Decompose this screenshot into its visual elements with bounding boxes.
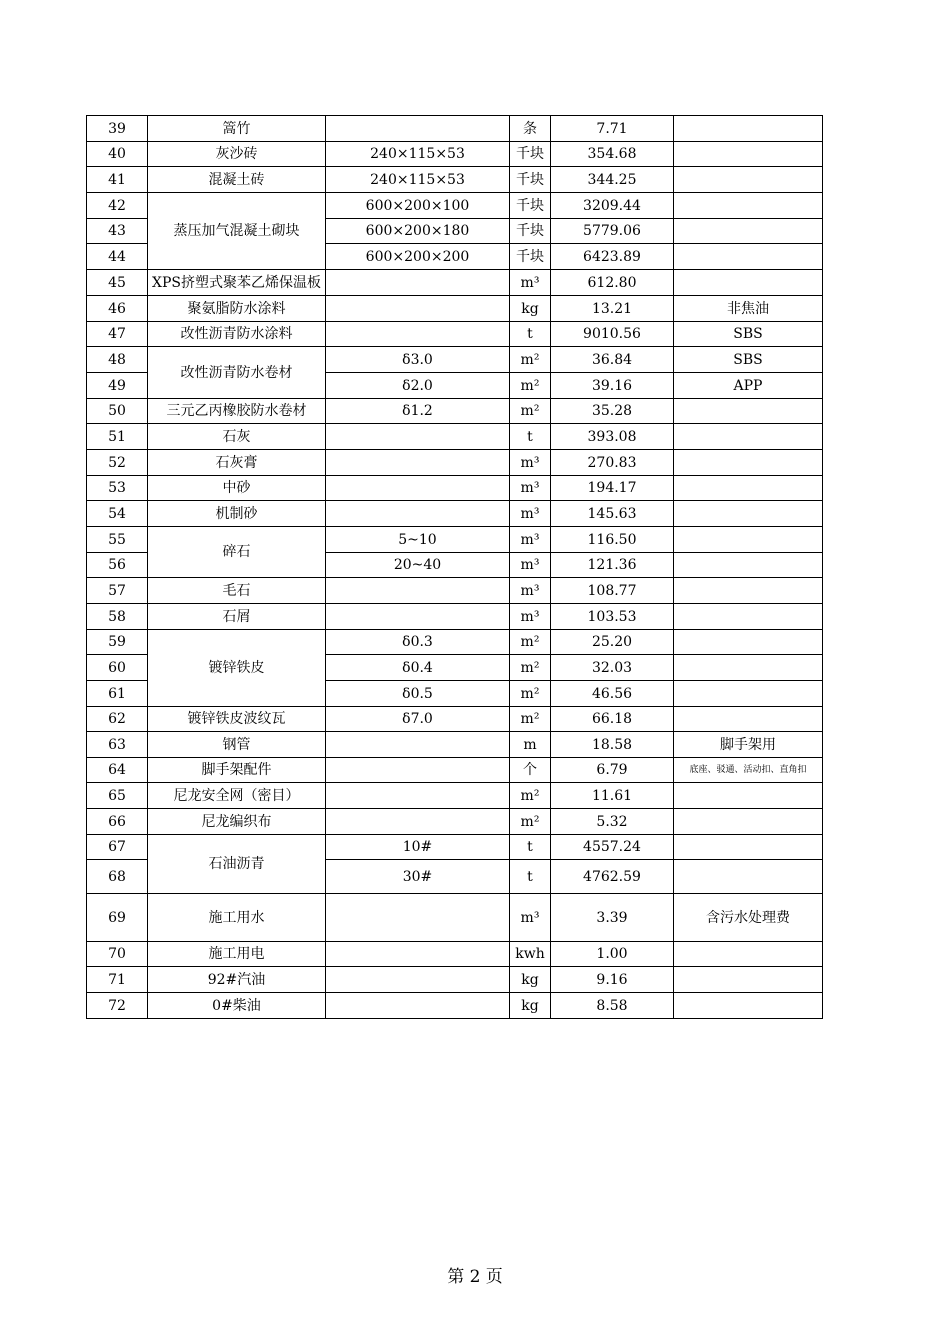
material-name-cell: 尼龙安全网（密目） [148, 783, 326, 809]
price-cell: 35.28 [551, 399, 674, 424]
unit-cell: m³ [510, 450, 551, 476]
spec-cell: 600×200×180 [326, 219, 510, 244]
price-cell: 5.32 [551, 809, 674, 835]
unit-cell: m² [510, 630, 551, 655]
material-name-cell: 毛石 [148, 578, 326, 604]
table-row [87, 993, 823, 1019]
spec-cell [326, 476, 510, 501]
material-price-table [86, 115, 823, 1019]
row-number-cell: 43 [87, 219, 148, 244]
table-row [87, 501, 823, 527]
unit-cell: kg [510, 967, 551, 993]
note-cell: 非焦油 [674, 296, 823, 322]
table-row [87, 835, 823, 860]
price-cell: 4557.24 [551, 835, 674, 860]
spec-cell [326, 732, 510, 758]
row-number-cell: 57 [87, 578, 148, 604]
row-number-cell: 71 [87, 967, 148, 993]
material-name-cell: 混凝土砖 [148, 167, 326, 193]
unit-cell: m² [510, 399, 551, 424]
table-row [87, 193, 823, 219]
note-cell [674, 942, 823, 967]
material-name-cell: 蒸压加气混凝土砌块 [148, 193, 326, 270]
row-number-cell: 69 [87, 894, 148, 942]
table-row [87, 578, 823, 604]
material-name-cell: 脚手架配件 [148, 758, 326, 783]
table-row [87, 967, 823, 993]
material-name-cell: 石屑 [148, 604, 326, 630]
unit-cell: m³ [510, 578, 551, 604]
unit-cell: t [510, 860, 551, 894]
spec-cell [326, 424, 510, 450]
note-cell [674, 707, 823, 732]
table-row [87, 942, 823, 967]
note-cell [674, 142, 823, 167]
note-cell [674, 270, 823, 296]
unit-cell: m³ [510, 553, 551, 578]
unit-cell: kwh [510, 942, 551, 967]
note-cell [674, 993, 823, 1019]
row-number-cell: 56 [87, 553, 148, 578]
row-number-cell: 45 [87, 270, 148, 296]
price-cell: 13.21 [551, 296, 674, 322]
spec-cell [326, 450, 510, 476]
table-row [87, 758, 823, 783]
price-cell: 39.16 [551, 373, 674, 399]
table-row [87, 783, 823, 809]
note-cell [674, 193, 823, 219]
row-number-cell: 51 [87, 424, 148, 450]
material-name-cell: 石油沥青 [148, 835, 326, 894]
unit-cell: m² [510, 373, 551, 399]
material-name-cell: 钢管 [148, 732, 326, 758]
price-cell: 4762.59 [551, 860, 674, 894]
price-cell: 9.16 [551, 967, 674, 993]
spec-cell [326, 296, 510, 322]
spec-cell: δ0.4 [326, 655, 510, 681]
row-number-cell: 53 [87, 476, 148, 501]
unit-cell: 千块 [510, 167, 551, 193]
unit-cell: 条 [510, 116, 551, 142]
material-name-cell: 聚氨脂防水涂料 [148, 296, 326, 322]
material-name-cell: 施工用水 [148, 894, 326, 942]
note-cell: SBS [674, 322, 823, 347]
spec-cell: 5~10 [326, 527, 510, 553]
table-row [87, 732, 823, 758]
note-cell [674, 809, 823, 835]
note-cell [674, 655, 823, 681]
material-name-cell: XPS挤塑式聚苯乙烯保温板 [148, 270, 326, 296]
unit-cell: 个 [510, 758, 551, 783]
row-number-cell: 65 [87, 783, 148, 809]
unit-cell: m³ [510, 476, 551, 501]
spec-cell: 30# [326, 860, 510, 894]
material-name-cell: 施工用电 [148, 942, 326, 967]
note-cell [674, 578, 823, 604]
row-number-cell: 40 [87, 142, 148, 167]
note-cell [674, 630, 823, 655]
material-name-cell: 机制砂 [148, 501, 326, 527]
price-cell: 36.84 [551, 347, 674, 373]
row-number-cell: 42 [87, 193, 148, 219]
note-cell [674, 681, 823, 707]
table-row [87, 270, 823, 296]
unit-cell: t [510, 424, 551, 450]
spec-cell [326, 501, 510, 527]
note-cell [674, 967, 823, 993]
price-cell: 3.39 [551, 894, 674, 942]
note-cell [674, 219, 823, 244]
table-row [87, 894, 823, 942]
spec-cell [326, 578, 510, 604]
note-cell [674, 450, 823, 476]
row-number-cell: 39 [87, 116, 148, 142]
price-cell: 3209.44 [551, 193, 674, 219]
spec-cell [326, 758, 510, 783]
unit-cell: m² [510, 347, 551, 373]
row-number-cell: 72 [87, 993, 148, 1019]
spec-cell: 10# [326, 835, 510, 860]
price-cell: 116.50 [551, 527, 674, 553]
unit-cell: kg [510, 993, 551, 1019]
note-cell [674, 783, 823, 809]
row-number-cell: 44 [87, 244, 148, 270]
price-cell: 393.08 [551, 424, 674, 450]
row-number-cell: 46 [87, 296, 148, 322]
material-name-cell: 0#柴油 [148, 993, 326, 1019]
table-row [87, 604, 823, 630]
note-cell: APP [674, 373, 823, 399]
note-cell [674, 527, 823, 553]
table-row [87, 707, 823, 732]
spec-cell [326, 322, 510, 347]
row-number-cell: 54 [87, 501, 148, 527]
row-number-cell: 55 [87, 527, 148, 553]
material-name-cell: 灰沙砖 [148, 142, 326, 167]
row-number-cell: 50 [87, 399, 148, 424]
note-cell [674, 604, 823, 630]
table-row [87, 809, 823, 835]
spec-cell [326, 942, 510, 967]
material-name-cell: 镀锌铁皮 [148, 630, 326, 707]
note-cell [674, 244, 823, 270]
price-cell: 11.61 [551, 783, 674, 809]
row-number-cell: 62 [87, 707, 148, 732]
row-number-cell: 49 [87, 373, 148, 399]
price-cell: 25.20 [551, 630, 674, 655]
unit-cell: m [510, 732, 551, 758]
price-cell: 18.58 [551, 732, 674, 758]
note-cell [674, 553, 823, 578]
price-cell: 612.80 [551, 270, 674, 296]
price-cell: 32.03 [551, 655, 674, 681]
unit-cell: m² [510, 783, 551, 809]
note-cell [674, 501, 823, 527]
material-name-cell: 篙竹 [148, 116, 326, 142]
note-cell: 含污水处理费 [674, 894, 823, 942]
spec-cell: δ2.0 [326, 373, 510, 399]
table-row [87, 527, 823, 553]
table-row [87, 296, 823, 322]
price-cell: 108.77 [551, 578, 674, 604]
price-cell: 5779.06 [551, 219, 674, 244]
spec-cell [326, 967, 510, 993]
unit-cell: m² [510, 655, 551, 681]
price-cell: 46.56 [551, 681, 674, 707]
note-cell: 脚手架用 [674, 732, 823, 758]
unit-cell: m² [510, 707, 551, 732]
table-row [87, 322, 823, 347]
note-cell [674, 167, 823, 193]
spec-cell [326, 993, 510, 1019]
price-cell: 145.63 [551, 501, 674, 527]
unit-cell: 千块 [510, 244, 551, 270]
table-row [87, 399, 823, 424]
spec-cell: δ0.3 [326, 630, 510, 655]
note-cell: 底座、驳通、活动扣、直角扣 [674, 758, 823, 783]
row-number-cell: 48 [87, 347, 148, 373]
spec-cell [326, 270, 510, 296]
unit-cell: kg [510, 296, 551, 322]
spec-cell [326, 604, 510, 630]
table-row [87, 424, 823, 450]
table-row [87, 450, 823, 476]
table-row [87, 142, 823, 167]
note-cell [674, 116, 823, 142]
row-number-cell: 67 [87, 835, 148, 860]
spec-cell: 240×115×53 [326, 167, 510, 193]
price-cell: 194.17 [551, 476, 674, 501]
page-number: 第 2 页 [447, 1267, 503, 1287]
table-row [87, 347, 823, 373]
row-number-cell: 60 [87, 655, 148, 681]
note-cell [674, 424, 823, 450]
row-number-cell: 70 [87, 942, 148, 967]
price-cell: 103.53 [551, 604, 674, 630]
price-cell: 7.71 [551, 116, 674, 142]
unit-cell: m² [510, 681, 551, 707]
unit-cell: 千块 [510, 142, 551, 167]
spec-cell [326, 809, 510, 835]
row-number-cell: 58 [87, 604, 148, 630]
row-number-cell: 47 [87, 322, 148, 347]
material-name-cell: 改性沥青防水卷材 [148, 347, 326, 399]
price-cell: 1.00 [551, 942, 674, 967]
table-row [87, 630, 823, 655]
note-cell [674, 860, 823, 894]
spec-cell [326, 783, 510, 809]
table-row [87, 116, 823, 142]
spec-cell [326, 894, 510, 942]
unit-cell: t [510, 835, 551, 860]
row-number-cell: 68 [87, 860, 148, 894]
row-number-cell: 64 [87, 758, 148, 783]
unit-cell: m³ [510, 527, 551, 553]
spec-cell: 600×200×200 [326, 244, 510, 270]
table-row [87, 476, 823, 501]
note-cell [674, 399, 823, 424]
note-cell: SBS [674, 347, 823, 373]
unit-cell: 千块 [510, 193, 551, 219]
material-name-cell: 镀锌铁皮波纹瓦 [148, 707, 326, 732]
spec-cell: 240×115×53 [326, 142, 510, 167]
unit-cell: m³ [510, 604, 551, 630]
price-cell: 270.83 [551, 450, 674, 476]
material-name-cell: 石灰 [148, 424, 326, 450]
price-cell: 66.18 [551, 707, 674, 732]
unit-cell: m³ [510, 894, 551, 942]
unit-cell: m³ [510, 501, 551, 527]
spec-cell: 20~40 [326, 553, 510, 578]
row-number-cell: 61 [87, 681, 148, 707]
row-number-cell: 41 [87, 167, 148, 193]
price-cell: 121.36 [551, 553, 674, 578]
spec-cell: δ1.2 [326, 399, 510, 424]
row-number-cell: 66 [87, 809, 148, 835]
material-name-cell: 92#汽油 [148, 967, 326, 993]
material-name-cell: 三元乙丙橡胶防水卷材 [148, 399, 326, 424]
row-number-cell: 52 [87, 450, 148, 476]
material-name-cell: 石灰膏 [148, 450, 326, 476]
material-name-cell: 碎石 [148, 527, 326, 578]
spec-cell: δ3.0 [326, 347, 510, 373]
note-cell [674, 835, 823, 860]
unit-cell: 千块 [510, 219, 551, 244]
unit-cell: m³ [510, 270, 551, 296]
price-cell: 354.68 [551, 142, 674, 167]
price-cell: 344.25 [551, 167, 674, 193]
spec-cell: δ7.0 [326, 707, 510, 732]
unit-cell: m² [510, 809, 551, 835]
price-cell: 6423.89 [551, 244, 674, 270]
unit-cell: t [510, 322, 551, 347]
note-cell [674, 476, 823, 501]
table-row [87, 167, 823, 193]
spec-cell [326, 116, 510, 142]
material-name-cell: 中砂 [148, 476, 326, 501]
spec-cell: 600×200×100 [326, 193, 510, 219]
price-cell: 9010.56 [551, 322, 674, 347]
price-cell: 8.58 [551, 993, 674, 1019]
row-number-cell: 59 [87, 630, 148, 655]
row-number-cell: 63 [87, 732, 148, 758]
material-name-cell: 改性沥青防水涂料 [148, 322, 326, 347]
price-cell: 6.79 [551, 758, 674, 783]
material-name-cell: 尼龙编织布 [148, 809, 326, 835]
spec-cell: δ0.5 [326, 681, 510, 707]
